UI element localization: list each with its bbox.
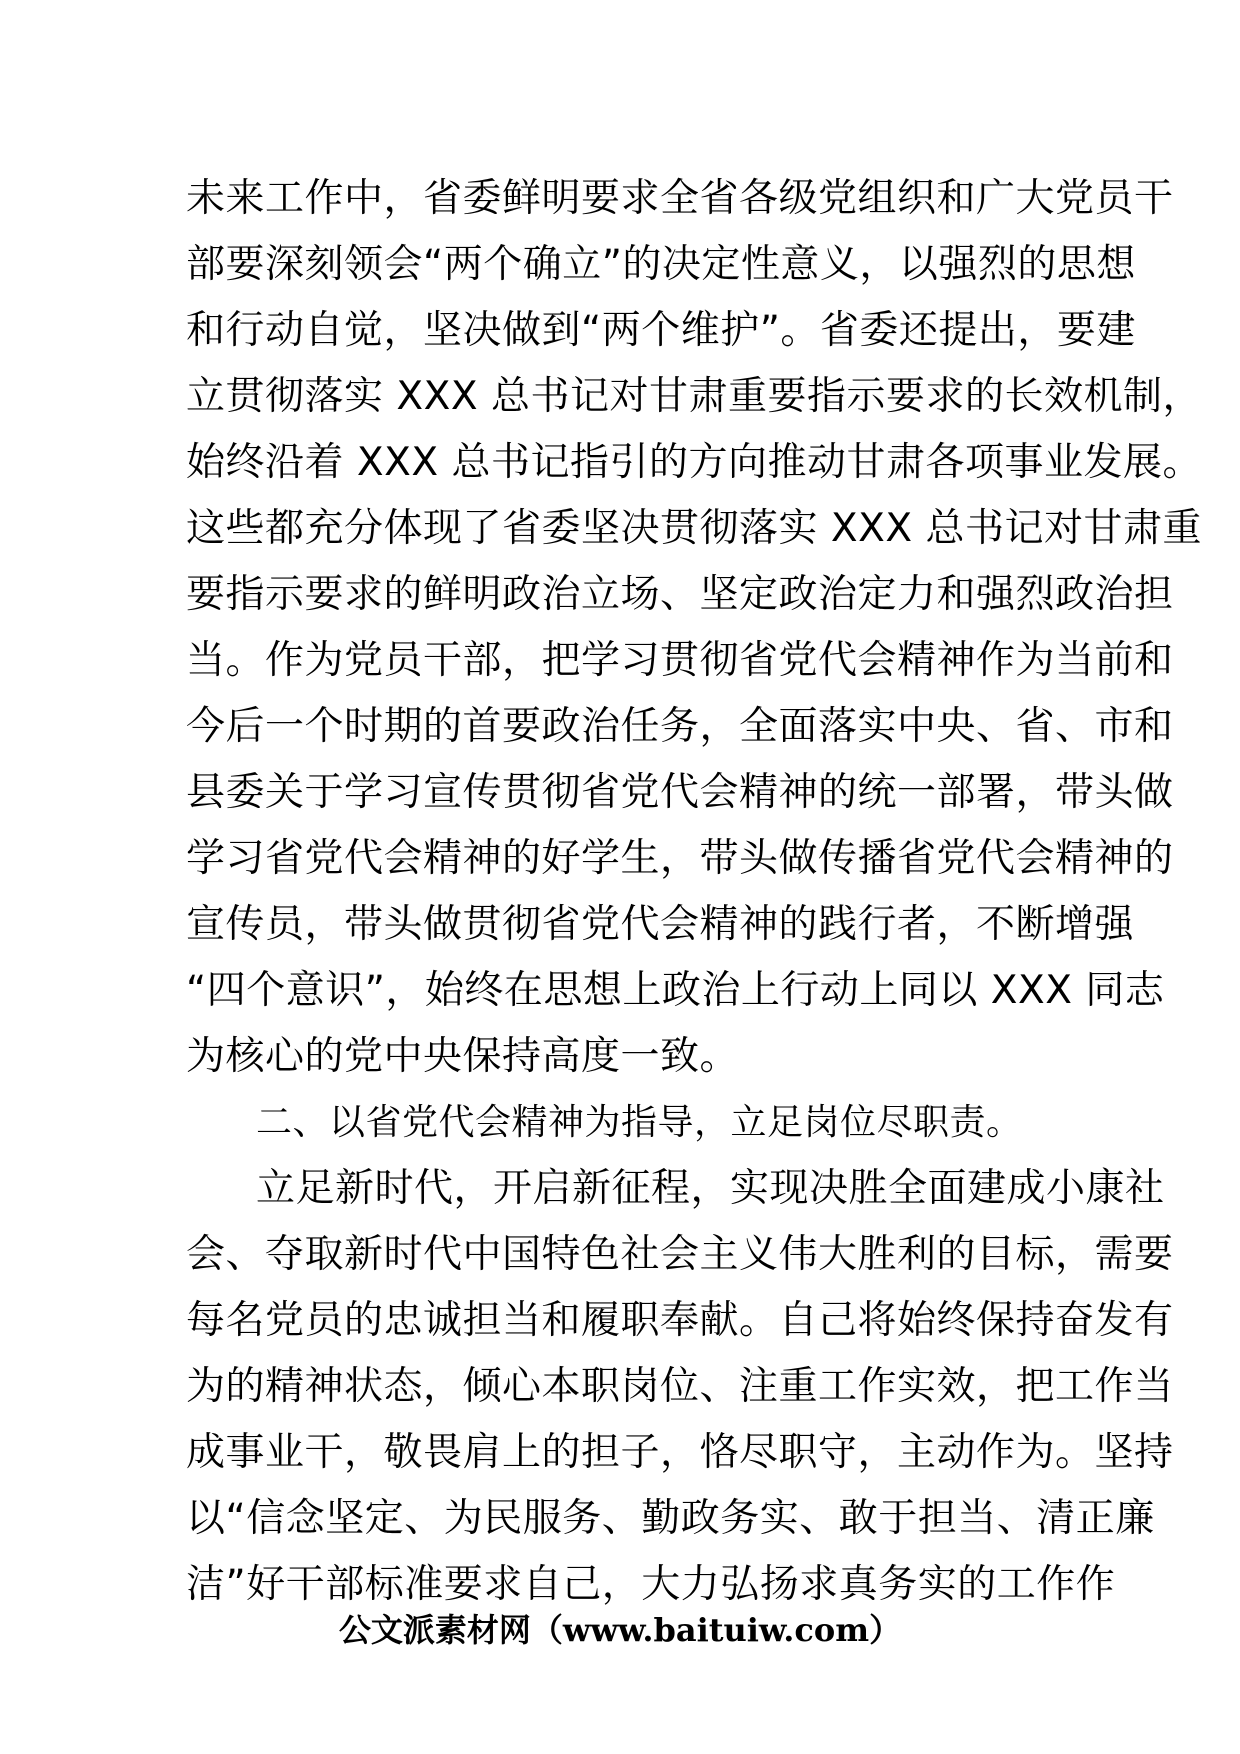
text-line: 立贯彻落实 XXX 总书记对甘肃重要指示要求的长效机制，: [186, 374, 1202, 419]
text-line: 学习省党代会精神的好学生，带头做传播省党代会精神的: [186, 836, 1174, 881]
paragraph-first-line: 立足新时代，开启新征程，实现决胜全面建成小康社: [256, 1166, 1165, 1211]
text-line: 成事业干，敬畏肩上的担子，恪尽职守，主动作为。坚持: [186, 1430, 1174, 1475]
text-line: 会、夺取新时代中国特色社会主义伟大胜利的目标，需要: [186, 1232, 1174, 1277]
text-line: 县委关于学习宣传贯彻省党代会精神的统一部署，带头做: [186, 770, 1174, 815]
text-line: 当。作为党员干部，把学习贯彻省党代会精神作为当前和: [186, 638, 1174, 683]
text-line: 每名党员的忠诚担当和履职奉献。自己将始终保持奋发有: [186, 1298, 1174, 1343]
document-body: [186, 166, 1202, 1618]
text-line: 始终沿着 XXX 总书记指引的方向推动甘肃各项事业发展。: [186, 440, 1202, 485]
text-line: 今后一个时期的首要政治任务，全面落实中央、省、市和: [186, 704, 1174, 749]
footer-watermark: 公文派素材网（www.baituiw.com）: [338, 1611, 902, 1649]
text-line: 要指示要求的鲜明政治立场、坚定政治定力和强烈政治担: [186, 572, 1174, 617]
text-line: 为核心的党中央保持高度一致。: [186, 1034, 740, 1079]
text-line: 未来工作中，省委鲜明要求全省各级党组织和广大党员干: [186, 176, 1174, 221]
text-line: 洁”好干部标准要求自己，大力弘扬求真务实的工作作: [186, 1562, 1116, 1607]
section-heading: 二、以省党代会精神为指导，立足岗位尽职责。: [256, 1102, 1023, 1143]
text-line: 和行动自觉，坚决做到“两个维护”。省委还提出，要建: [186, 308, 1136, 353]
text-line: 宣传员，带头做贯彻省党代会精神的践行者，不断增强: [186, 902, 1135, 947]
text-line: 部要深刻领会“两个确立”的决定性意义，以强烈的思想: [186, 242, 1136, 287]
text-line: “四个意识”，始终在思想上政治上行动上同以 XXX 同志: [186, 968, 1165, 1013]
text-line: 为的精神状态，倾心本职岗位、注重工作实效，把工作当: [186, 1364, 1174, 1409]
text-line: 这些都充分体现了省委坚决贯彻落实 XXX 总书记对甘肃重: [186, 506, 1202, 551]
text-line: 以“信念坚定、为民服务、勤政务实、敢于担当、清正廉: [186, 1496, 1155, 1541]
